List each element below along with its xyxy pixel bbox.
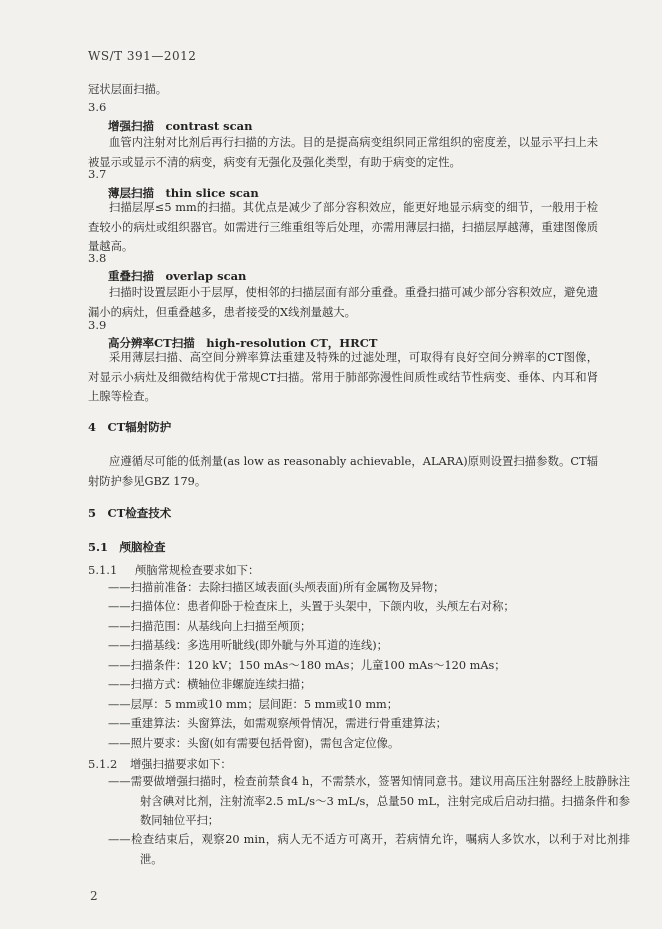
clause-number-3-6: 3.6 [88,100,107,114]
standard-code-header: WS/T 391—2012 [88,49,197,63]
term-thin-slice-scan: 薄层扫描 thin slice scan [108,186,259,200]
list-item: ——扫描方式：横轴位非螺旋连续扫描； [108,678,312,691]
term-contrast-scan: 增强扫描 contrast scan [108,119,253,133]
clause-number-3-9: 3.9 [88,318,107,332]
clause-number-3-7: 3.7 [88,167,107,181]
section-heading-5: 5 CT检查技术 [88,506,172,520]
list-item: ——扫描前准备：去除扫描区域表面(头颅表面)所有金属物及异物； [108,581,445,594]
list-item: ——扫描体位：患者仰卧于检查床上，头置于头架中，下颌内收，头颅左右对称； [108,600,515,613]
clause-5-1-2-intro: 增强扫描要求如下： [130,758,232,771]
definition-hrct: 采用薄层扫描、高空间分辨率算法重建及特殊的过滤处理，可取得有良好空间分辨率的CT图像，对显示小病灶及细微结构优于常规CT扫描。常用于肺部弥漫性间质性或结节性病变、垂体、内耳和肾上腺等检查。 [88,351,598,403]
clause-number-5-1-2: 5.1.2 [88,757,118,771]
intro-line: 冠状层面扫描。 [88,83,168,96]
subsection-heading-5-1: 5.1 颅脑检查 [88,540,166,554]
list-item: ——需要做增强扫描时，检查前禁食4 h，不需禁水，签署知情同意书。建议用高压注射器经上肢静脉注射含碘对比剂，注射流率2.5 mL/s～3 mL/s，总量50 mL，注射完成后启动扫描。扫描条件和参数同轴位平扫； [108,775,630,827]
definition-thin-slice-scan: 扫描层厚≤5 mm的扫描。其优点是减少了部分容积效应，能更好地显示病变的细节，一般用于检查较小的病灶或组织器官。如需进行三维重组等后处理，亦需用薄层扫描，扫描层厚越薄，重建图像质量越高。 [88,201,598,253]
list-item: ——扫描范围：从基线向上扫描至颅顶； [108,620,312,633]
clause-number-3-8: 3.8 [88,251,107,265]
section-heading-4: 4 CT辐射防护 [88,420,172,434]
clause-number-5-1-1: 5.1.1 [88,563,118,577]
definition-contrast-scan: 血管内注射对比剂后再行扫描的方法。目的是提高病变组织同正常组织的密度差，以显示平扫上未被显示或显示不清的病变，病变有无强化及强化类型，有助于病变的定性。 [88,136,598,169]
list-item: ——检查结束后，观察20 min，病人无不适方可离开，若病情允许，嘱病人多饮水，以利于对比剂排泄。 [108,833,630,866]
term-hrct: 高分辨率CT扫描 high-resolution CT，HRCT [108,336,378,350]
list-item: ——扫描基线：多选用听眦线(即外眦与外耳道的连线)； [108,639,388,652]
list-item: ——扫描条件：120 kV；150 mAs～180 mAs；儿童100 mAs～120 mAs； [108,659,506,672]
page-number: 2 [90,889,98,903]
clause-5-1-1-intro: 颅脑常规检查要求如下： [135,564,260,577]
list-item: ——重建算法：头窗算法，如需观察颅骨情况，需进行骨重建算法； [108,717,447,730]
section-4-text: 应遵循尽可能的低剂量(as low as reasonably achievable，ALARA)原则设置扫描参数。CT辐射防护参见GBZ 179。 [88,455,598,488]
term-overlap-scan: 重叠扫描 overlap scan [108,269,247,283]
list-item: ——层厚：5 mm或10 mm；层间距：5 mm或10 mm； [108,698,399,711]
list-item: ——照片要求：头窗(如有需要包括骨窗)，需包含定位像。 [108,737,400,750]
definition-overlap-scan: 扫描时设置层距小于层厚，使相邻的扫描层面有部分重叠。重叠扫描可减少部分容积效应，避免遗漏小的病灶，但重叠越多，患者接受的X线剂量越大。 [88,286,598,319]
